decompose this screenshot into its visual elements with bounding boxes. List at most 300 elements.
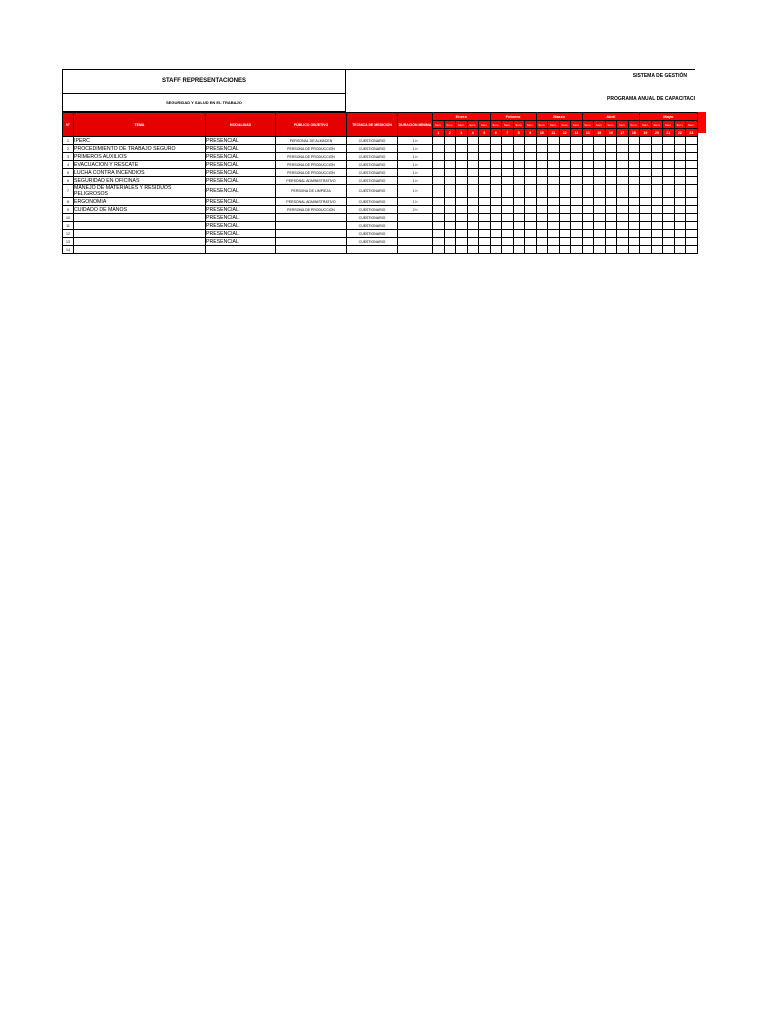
week-cell[interactable]	[490, 214, 502, 222]
week-cell[interactable]	[502, 137, 514, 145]
week-cell[interactable]	[525, 145, 537, 153]
week-cell[interactable]	[548, 177, 560, 185]
week-cell[interactable]	[617, 206, 629, 214]
week-cell[interactable]	[490, 169, 502, 177]
week-cell[interactable]	[571, 185, 583, 198]
week-cell[interactable]	[513, 177, 525, 185]
row-tecnica[interactable]: CUESTIONARIO	[347, 230, 398, 238]
row-duracion[interactable]: 1 h	[398, 137, 433, 145]
week-cell[interactable]	[594, 230, 606, 238]
week-cell[interactable]	[628, 185, 640, 198]
week-cell[interactable]	[490, 161, 502, 169]
row-tecnica[interactable]: CUESTIONARIO	[347, 145, 398, 153]
row-modalidad[interactable]: PRESENCIAL	[206, 214, 276, 222]
week-cell[interactable]	[605, 238, 617, 246]
week-cell[interactable]	[594, 238, 606, 246]
week-cell[interactable]	[513, 198, 525, 206]
week-cell[interactable]	[663, 137, 675, 145]
week-cell[interactable]	[686, 177, 698, 185]
row-duracion[interactable]: 1 h	[398, 145, 433, 153]
week-cell[interactable]	[686, 238, 698, 246]
week-cell[interactable]	[456, 246, 468, 254]
week-cell[interactable]	[640, 206, 652, 214]
week-cell[interactable]	[444, 169, 456, 177]
week-cell[interactable]	[640, 230, 652, 238]
week-cell[interactable]	[513, 137, 525, 145]
week-cell[interactable]	[536, 222, 548, 230]
week-cell[interactable]	[513, 185, 525, 198]
row-publico[interactable]: PERSONA DE PRODUCCION	[276, 153, 347, 161]
week-cell[interactable]	[651, 206, 663, 214]
row-number[interactable]: 2	[63, 145, 74, 153]
week-cell[interactable]	[605, 246, 617, 254]
week-cell[interactable]	[513, 169, 525, 177]
week-cell[interactable]	[686, 222, 698, 230]
row-modalidad[interactable]: PRESENCIAL	[206, 230, 276, 238]
week-cell[interactable]	[605, 206, 617, 214]
week-cell[interactable]	[582, 153, 594, 161]
week-cell[interactable]	[479, 137, 491, 145]
week-cell[interactable]	[663, 214, 675, 222]
week-cell[interactable]	[479, 230, 491, 238]
row-duracion[interactable]: 1 h	[398, 198, 433, 206]
week-cell[interactable]	[571, 145, 583, 153]
week-cell[interactable]	[617, 137, 629, 145]
week-cell[interactable]	[628, 177, 640, 185]
week-cell[interactable]	[686, 246, 698, 254]
week-cell[interactable]	[617, 185, 629, 198]
row-tema[interactable]: PRIMEROS AUXILIOS	[74, 153, 206, 161]
week-cell[interactable]	[686, 230, 698, 238]
row-number[interactable]: 10	[63, 214, 74, 222]
row-number[interactable]: 3	[63, 153, 74, 161]
week-cell[interactable]	[582, 145, 594, 153]
week-cell[interactable]	[456, 214, 468, 222]
week-cell[interactable]	[628, 238, 640, 246]
week-cell[interactable]	[456, 238, 468, 246]
week-cell[interactable]	[582, 206, 594, 214]
week-cell[interactable]	[525, 177, 537, 185]
week-cell[interactable]	[479, 177, 491, 185]
row-duracion[interactable]	[398, 230, 433, 238]
week-cell[interactable]	[467, 198, 479, 206]
week-cell[interactable]	[594, 185, 606, 198]
week-cell[interactable]	[479, 222, 491, 230]
week-cell[interactable]	[456, 198, 468, 206]
week-cell[interactable]	[605, 198, 617, 206]
week-cell[interactable]	[571, 238, 583, 246]
row-modalidad[interactable]	[206, 246, 276, 254]
row-duracion[interactable]	[398, 214, 433, 222]
week-cell[interactable]	[490, 137, 502, 145]
week-cell[interactable]	[502, 185, 514, 198]
week-cell[interactable]	[605, 153, 617, 161]
week-cell[interactable]	[640, 161, 652, 169]
row-duracion[interactable]: 1 h	[398, 185, 433, 198]
week-cell[interactable]	[582, 198, 594, 206]
week-cell[interactable]	[651, 214, 663, 222]
week-cell[interactable]	[444, 153, 456, 161]
week-cell[interactable]	[571, 177, 583, 185]
row-publico[interactable]	[276, 246, 347, 254]
week-cell[interactable]	[594, 137, 606, 145]
week-cell[interactable]	[605, 214, 617, 222]
week-cell[interactable]	[502, 153, 514, 161]
row-modalidad[interactable]: PRESENCIAL	[206, 145, 276, 153]
week-cell[interactable]	[628, 145, 640, 153]
week-cell[interactable]	[548, 137, 560, 145]
row-modalidad[interactable]: PRESENCIAL	[206, 177, 276, 185]
week-cell[interactable]	[617, 238, 629, 246]
week-cell[interactable]	[571, 169, 583, 177]
week-cell[interactable]	[502, 145, 514, 153]
week-cell[interactable]	[433, 145, 445, 153]
week-cell[interactable]	[559, 153, 571, 161]
week-cell[interactable]	[502, 169, 514, 177]
week-cell[interactable]	[456, 185, 468, 198]
week-cell[interactable]	[490, 177, 502, 185]
week-cell[interactable]	[490, 145, 502, 153]
week-cell[interactable]	[490, 198, 502, 206]
row-modalidad[interactable]: PRESENCIAL	[206, 185, 276, 198]
week-cell[interactable]	[502, 222, 514, 230]
week-cell[interactable]	[525, 214, 537, 222]
week-cell[interactable]	[444, 185, 456, 198]
week-cell[interactable]	[651, 198, 663, 206]
row-tecnica[interactable]	[347, 246, 398, 254]
week-cell[interactable]	[536, 238, 548, 246]
week-cell[interactable]	[617, 169, 629, 177]
week-cell[interactable]	[467, 206, 479, 214]
week-cell[interactable]	[663, 169, 675, 177]
week-cell[interactable]	[525, 222, 537, 230]
week-cell[interactable]	[571, 206, 583, 214]
week-cell[interactable]	[663, 222, 675, 230]
week-cell[interactable]	[444, 206, 456, 214]
week-cell[interactable]	[651, 230, 663, 238]
row-tema[interactable]	[74, 214, 206, 222]
week-cell[interactable]	[594, 222, 606, 230]
week-cell[interactable]	[490, 238, 502, 246]
week-cell[interactable]	[525, 246, 537, 254]
row-tema[interactable]: EVACUACION Y RESCATE	[74, 161, 206, 169]
week-cell[interactable]	[444, 246, 456, 254]
week-cell[interactable]	[548, 222, 560, 230]
week-cell[interactable]	[502, 214, 514, 222]
week-cell[interactable]	[640, 145, 652, 153]
week-cell[interactable]	[663, 206, 675, 214]
row-modalidad[interactable]: PRESENCIAL	[206, 206, 276, 214]
week-cell[interactable]	[444, 177, 456, 185]
week-cell[interactable]	[479, 198, 491, 206]
row-tecnica[interactable]: CUESTIONARIO	[347, 153, 398, 161]
week-cell[interactable]	[548, 161, 560, 169]
week-cell[interactable]	[536, 169, 548, 177]
week-cell[interactable]	[559, 169, 571, 177]
week-cell[interactable]	[548, 153, 560, 161]
row-duracion[interactable]	[398, 222, 433, 230]
week-cell[interactable]	[594, 206, 606, 214]
week-cell[interactable]	[525, 161, 537, 169]
row-tema[interactable]: SEGURIDAD EN OFICINAS	[74, 177, 206, 185]
week-cell[interactable]	[628, 169, 640, 177]
week-cell[interactable]	[536, 214, 548, 222]
week-cell[interactable]	[686, 161, 698, 169]
week-cell[interactable]	[651, 185, 663, 198]
row-number[interactable]: 13	[63, 238, 74, 246]
week-cell[interactable]	[663, 230, 675, 238]
week-cell[interactable]	[686, 145, 698, 153]
week-cell[interactable]	[559, 145, 571, 153]
week-cell[interactable]	[502, 230, 514, 238]
week-cell[interactable]	[433, 177, 445, 185]
week-cell[interactable]	[502, 161, 514, 169]
week-cell[interactable]	[605, 161, 617, 169]
row-number[interactable]: 14	[63, 246, 74, 254]
week-cell[interactable]	[467, 246, 479, 254]
week-cell[interactable]	[513, 214, 525, 222]
week-cell[interactable]	[513, 246, 525, 254]
week-cell[interactable]	[686, 169, 698, 177]
week-cell[interactable]	[536, 230, 548, 238]
week-cell[interactable]	[444, 137, 456, 145]
week-cell[interactable]	[571, 161, 583, 169]
week-cell[interactable]	[433, 230, 445, 238]
week-cell[interactable]	[651, 137, 663, 145]
week-cell[interactable]	[444, 161, 456, 169]
week-cell[interactable]	[467, 137, 479, 145]
row-tecnica[interactable]: CUESTIONARIO	[347, 222, 398, 230]
row-number[interactable]: 8	[63, 198, 74, 206]
week-cell[interactable]	[674, 222, 686, 230]
week-cell[interactable]	[536, 246, 548, 254]
week-cell[interactable]	[617, 177, 629, 185]
week-cell[interactable]	[674, 230, 686, 238]
week-cell[interactable]	[594, 153, 606, 161]
week-cell[interactable]	[559, 161, 571, 169]
week-cell[interactable]	[548, 206, 560, 214]
week-cell[interactable]	[548, 169, 560, 177]
row-number[interactable]: 11	[63, 222, 74, 230]
week-cell[interactable]	[640, 169, 652, 177]
week-cell[interactable]	[525, 198, 537, 206]
week-cell[interactable]	[640, 137, 652, 145]
week-cell[interactable]	[640, 198, 652, 206]
row-modalidad[interactable]: PRESENCIAL	[206, 238, 276, 246]
row-tema[interactable]: LUCHA CONTRA INCENDIOS	[74, 169, 206, 177]
week-cell[interactable]	[467, 230, 479, 238]
week-cell[interactable]	[559, 185, 571, 198]
week-cell[interactable]	[536, 153, 548, 161]
row-publico[interactable]	[276, 230, 347, 238]
week-cell[interactable]	[490, 185, 502, 198]
week-cell[interactable]	[502, 206, 514, 214]
week-cell[interactable]	[686, 198, 698, 206]
week-cell[interactable]	[456, 169, 468, 177]
week-cell[interactable]	[651, 222, 663, 230]
week-cell[interactable]	[674, 169, 686, 177]
week-cell[interactable]	[582, 177, 594, 185]
week-cell[interactable]	[571, 222, 583, 230]
week-cell[interactable]	[674, 185, 686, 198]
week-cell[interactable]	[444, 222, 456, 230]
week-cell[interactable]	[674, 206, 686, 214]
week-cell[interactable]	[594, 214, 606, 222]
row-modalidad[interactable]: PRESENCIAL	[206, 153, 276, 161]
week-cell[interactable]	[663, 246, 675, 254]
week-cell[interactable]	[479, 206, 491, 214]
week-cell[interactable]	[594, 177, 606, 185]
week-cell[interactable]	[536, 198, 548, 206]
row-publico[interactable]	[276, 222, 347, 230]
row-tecnica[interactable]: CUESTIONARIO	[347, 169, 398, 177]
week-cell[interactable]	[571, 198, 583, 206]
week-cell[interactable]	[502, 246, 514, 254]
week-cell[interactable]	[490, 246, 502, 254]
row-duracion[interactable]	[398, 246, 433, 254]
row-tema[interactable]: PROCEDIMIENTO DE TRABAJO SEGURO	[74, 145, 206, 153]
week-cell[interactable]	[617, 161, 629, 169]
week-cell[interactable]	[651, 238, 663, 246]
row-duracion[interactable]: 1 h	[398, 169, 433, 177]
week-cell[interactable]	[479, 169, 491, 177]
week-cell[interactable]	[490, 222, 502, 230]
row-number[interactable]: 6	[63, 177, 74, 185]
row-modalidad[interactable]: PRESENCIAL	[206, 169, 276, 177]
week-cell[interactable]	[674, 161, 686, 169]
week-cell[interactable]	[663, 177, 675, 185]
week-cell[interactable]	[467, 169, 479, 177]
week-cell[interactable]	[456, 153, 468, 161]
row-number[interactable]: 12	[63, 230, 74, 238]
row-publico[interactable]: PERSONA DE PRODUCCION	[276, 206, 347, 214]
week-cell[interactable]	[444, 198, 456, 206]
week-cell[interactable]	[548, 185, 560, 198]
week-cell[interactable]	[571, 137, 583, 145]
week-cell[interactable]	[513, 206, 525, 214]
week-cell[interactable]	[617, 198, 629, 206]
week-cell[interactable]	[456, 177, 468, 185]
week-cell[interactable]	[525, 238, 537, 246]
week-cell[interactable]	[605, 145, 617, 153]
week-cell[interactable]	[479, 161, 491, 169]
row-tema[interactable]: MANEJO DE MATERIALES Y RESIDUOS PELIGROSOS	[74, 185, 206, 198]
week-cell[interactable]	[467, 145, 479, 153]
week-cell[interactable]	[490, 206, 502, 214]
week-cell[interactable]	[559, 177, 571, 185]
week-cell[interactable]	[674, 145, 686, 153]
week-cell[interactable]	[663, 238, 675, 246]
row-tecnica[interactable]: CUESTIONARIO	[347, 185, 398, 198]
week-cell[interactable]	[663, 185, 675, 198]
week-cell[interactable]	[548, 214, 560, 222]
week-cell[interactable]	[559, 230, 571, 238]
row-number[interactable]: 5	[63, 169, 74, 177]
row-duracion[interactable]: 1 h	[398, 177, 433, 185]
row-duracion[interactable]: 1 h	[398, 161, 433, 169]
week-cell[interactable]	[513, 153, 525, 161]
week-cell[interactable]	[594, 161, 606, 169]
week-cell[interactable]	[433, 198, 445, 206]
week-cell[interactable]	[651, 177, 663, 185]
row-publico[interactable]: PERSONAL ADMINISTRATIVO	[276, 198, 347, 206]
row-number[interactable]: 1	[63, 137, 74, 145]
row-tema[interactable]	[74, 238, 206, 246]
week-cell[interactable]	[456, 137, 468, 145]
row-tecnica[interactable]: CUESTIONARIO	[347, 214, 398, 222]
row-tecnica[interactable]: CUESTIONARIO	[347, 161, 398, 169]
week-cell[interactable]	[651, 145, 663, 153]
week-cell[interactable]	[536, 137, 548, 145]
week-cell[interactable]	[686, 206, 698, 214]
week-cell[interactable]	[605, 177, 617, 185]
week-cell[interactable]	[686, 137, 698, 145]
week-cell[interactable]	[559, 198, 571, 206]
week-cell[interactable]	[686, 214, 698, 222]
week-cell[interactable]	[536, 185, 548, 198]
week-cell[interactable]	[513, 222, 525, 230]
week-cell[interactable]	[571, 214, 583, 222]
week-cell[interactable]	[605, 222, 617, 230]
week-cell[interactable]	[628, 198, 640, 206]
week-cell[interactable]	[444, 238, 456, 246]
week-cell[interactable]	[582, 246, 594, 254]
week-cell[interactable]	[605, 169, 617, 177]
week-cell[interactable]	[559, 214, 571, 222]
row-duracion[interactable]: 1 h	[398, 153, 433, 161]
week-cell[interactable]	[663, 198, 675, 206]
week-cell[interactable]	[559, 246, 571, 254]
week-cell[interactable]	[433, 222, 445, 230]
week-cell[interactable]	[628, 137, 640, 145]
week-cell[interactable]	[651, 169, 663, 177]
week-cell[interactable]	[444, 145, 456, 153]
week-cell[interactable]	[605, 137, 617, 145]
week-cell[interactable]	[640, 222, 652, 230]
row-tema[interactable]	[74, 230, 206, 238]
week-cell[interactable]	[582, 238, 594, 246]
week-cell[interactable]	[582, 161, 594, 169]
week-cell[interactable]	[674, 177, 686, 185]
week-cell[interactable]	[467, 177, 479, 185]
week-cell[interactable]	[617, 246, 629, 254]
week-cell[interactable]	[479, 153, 491, 161]
week-cell[interactable]	[571, 230, 583, 238]
row-publico[interactable]: PERSONAL ADMINISTRATIVO	[276, 177, 347, 185]
week-cell[interactable]	[444, 230, 456, 238]
week-cell[interactable]	[548, 246, 560, 254]
row-modalidad[interactable]: PRESENCIAL	[206, 161, 276, 169]
week-cell[interactable]	[513, 238, 525, 246]
row-number[interactable]: 4	[63, 161, 74, 169]
week-cell[interactable]	[559, 206, 571, 214]
week-cell[interactable]	[433, 246, 445, 254]
week-cell[interactable]	[651, 161, 663, 169]
week-cell[interactable]	[617, 214, 629, 222]
row-publico[interactable]: PERSONA DE LIMPIEZA	[276, 185, 347, 198]
week-cell[interactable]	[628, 246, 640, 254]
week-cell[interactable]	[548, 198, 560, 206]
row-publico[interactable]: PERSONAL DE ALMACEN	[276, 137, 347, 145]
week-cell[interactable]	[628, 222, 640, 230]
week-cell[interactable]	[536, 161, 548, 169]
week-cell[interactable]	[582, 185, 594, 198]
week-cell[interactable]	[640, 238, 652, 246]
week-cell[interactable]	[536, 177, 548, 185]
week-cell[interactable]	[525, 153, 537, 161]
week-cell[interactable]	[582, 222, 594, 230]
week-cell[interactable]	[525, 230, 537, 238]
